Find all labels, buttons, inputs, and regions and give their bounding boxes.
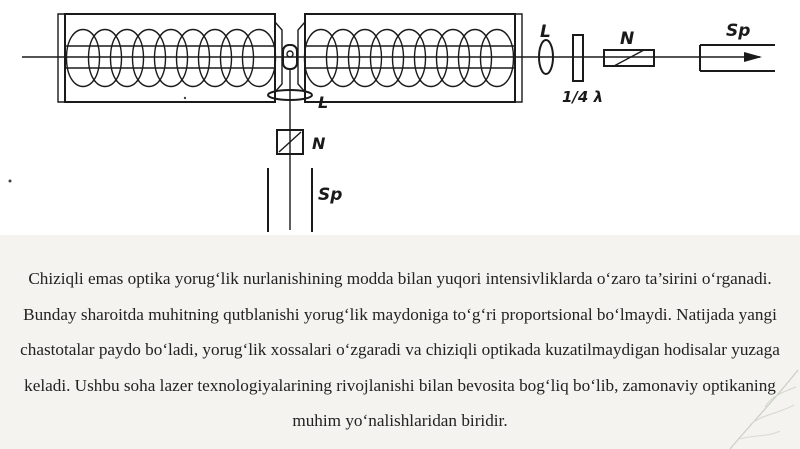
caption-text: Chiziqli emas optika yorug‘lik nurlanishining modda bilan yuqori intensivliklarda o‘zaro ta’sirini o‘rganadi. Bunday sharoitda muhitning qutblanishi yorug‘lik maydoniga to‘g‘ri proportsional bo‘lmaydi. Natijada yangi chastotalar paydo bo‘ladi, yorug‘lik xossalari o‘zgaradi va chiziqli optikada kuzatilmaydigan hodisalar yuzaga keladi. Ushbu soha lazer texnologiyalarining rivojlanishi bilan bevosita bog‘liq bo‘lib, zamonaviy optikaning muhim yo‘nalishlaridan biridir. <box>20 269 780 430</box>
spectrometer-main-icon <box>700 45 775 71</box>
nicol-prism-main-icon <box>604 50 654 66</box>
lens-main-label: L <box>540 22 551 42</box>
speck <box>9 180 12 183</box>
right-solenoid <box>298 14 522 102</box>
quarter-wave-plate-icon <box>573 35 583 81</box>
nicol-side-label: N <box>312 134 326 153</box>
spectrometer-main-label: Sp <box>726 21 751 41</box>
spectrometer-side-label: Sp <box>318 185 343 205</box>
lens-side-label: L <box>318 93 329 112</box>
quarter-wave-label: 1/4 λ <box>562 88 604 106</box>
caption-panel <box>0 235 800 449</box>
beam-arrowhead <box>744 52 762 62</box>
speck <box>184 97 186 99</box>
left-solenoid <box>58 14 282 102</box>
nicol-main-label: N <box>620 29 635 49</box>
